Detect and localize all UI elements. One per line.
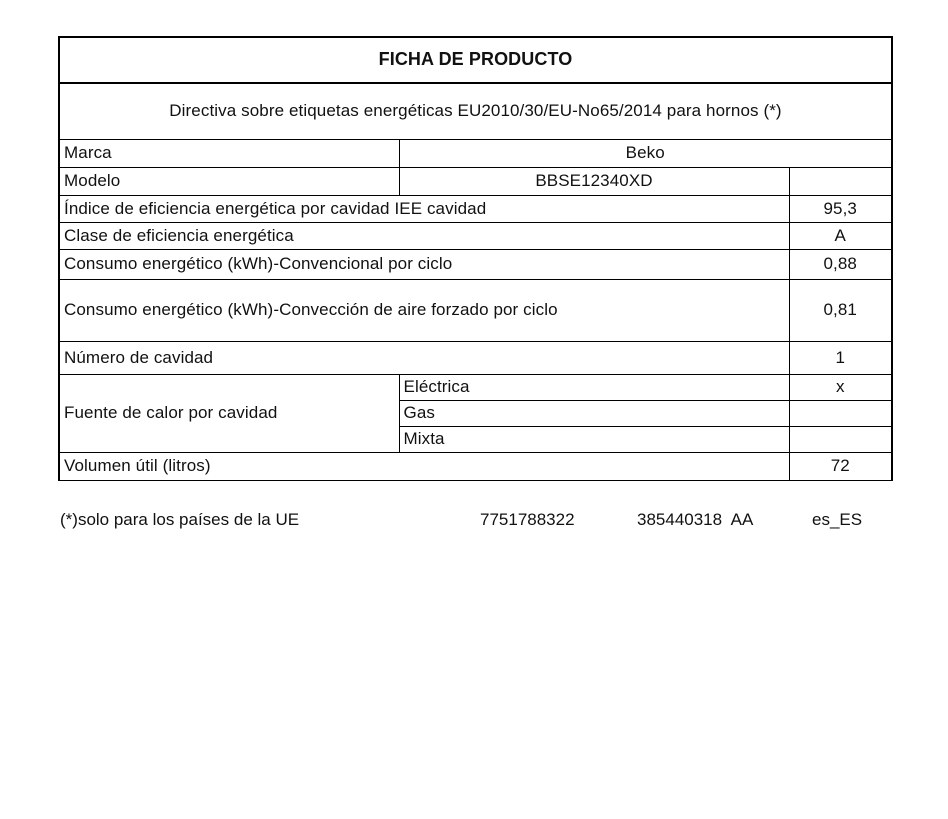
marca-label: Marca (59, 140, 399, 168)
product-table (58, 36, 893, 481)
row-iee (59, 196, 892, 223)
row-fuente-electrica (59, 375, 892, 401)
cavidad-label: Número de cavidad (59, 342, 789, 375)
volumen-label: Volumen útil (litros) (59, 453, 789, 481)
volumen-value: 72 (789, 453, 892, 481)
sheet-title: FICHA DE PRODUCTO (59, 37, 892, 83)
row-consumo-convencional (59, 250, 892, 280)
row-consumo-aire (59, 280, 892, 342)
clase-value: A (789, 223, 892, 250)
marca-value: Beko (399, 140, 892, 168)
footer-code-2: 385440318 AA (637, 510, 754, 529)
footer-note: (*)solo para los países de la UE (60, 510, 300, 529)
fuente-gas-value (789, 401, 892, 427)
modelo-label: Modelo (59, 168, 399, 196)
row-clase (59, 223, 892, 250)
product-sheet (58, 36, 891, 481)
footer-locale: es_ES (812, 510, 863, 529)
consumo-aire-label: Consumo energético (kWh)-Convección de aire forzado por ciclo (59, 280, 789, 342)
cavidad-value: 1 (789, 342, 892, 375)
row-modelo (59, 168, 892, 196)
consumo-aire-value: 0,81 (789, 280, 892, 342)
fuente-mixta-value (789, 427, 892, 453)
sheet-footer (60, 510, 890, 532)
modelo-extra-cell (789, 168, 892, 196)
modelo-value: BBSE12340XD (399, 168, 789, 196)
fuente-label: Fuente de calor por cavidad (59, 375, 399, 453)
fuente-mixta-label: Mixta (399, 427, 789, 453)
iee-value: 95,3 (789, 196, 892, 223)
row-cavidad (59, 342, 892, 375)
iee-label: Índice de eficiencia energética por cavidad IEE cavidad (59, 196, 789, 223)
directive-subtitle: Directiva sobre etiquetas energéticas EU2010/30/EU-No65/2014 para hornos (*) (59, 83, 892, 140)
consumo-conv-value: 0,88 (789, 250, 892, 280)
footer-code-1: 7751788322 (480, 510, 575, 529)
row-marca (59, 140, 892, 168)
clase-label: Clase de eficiencia energética (59, 223, 789, 250)
fuente-electrica-label: Eléctrica (399, 375, 789, 401)
consumo-conv-label: Consumo energético (kWh)-Convencional por ciclo (59, 250, 789, 280)
row-volumen (59, 453, 892, 481)
fuente-electrica-value: x (789, 375, 892, 401)
fuente-gas-label: Gas (399, 401, 789, 427)
